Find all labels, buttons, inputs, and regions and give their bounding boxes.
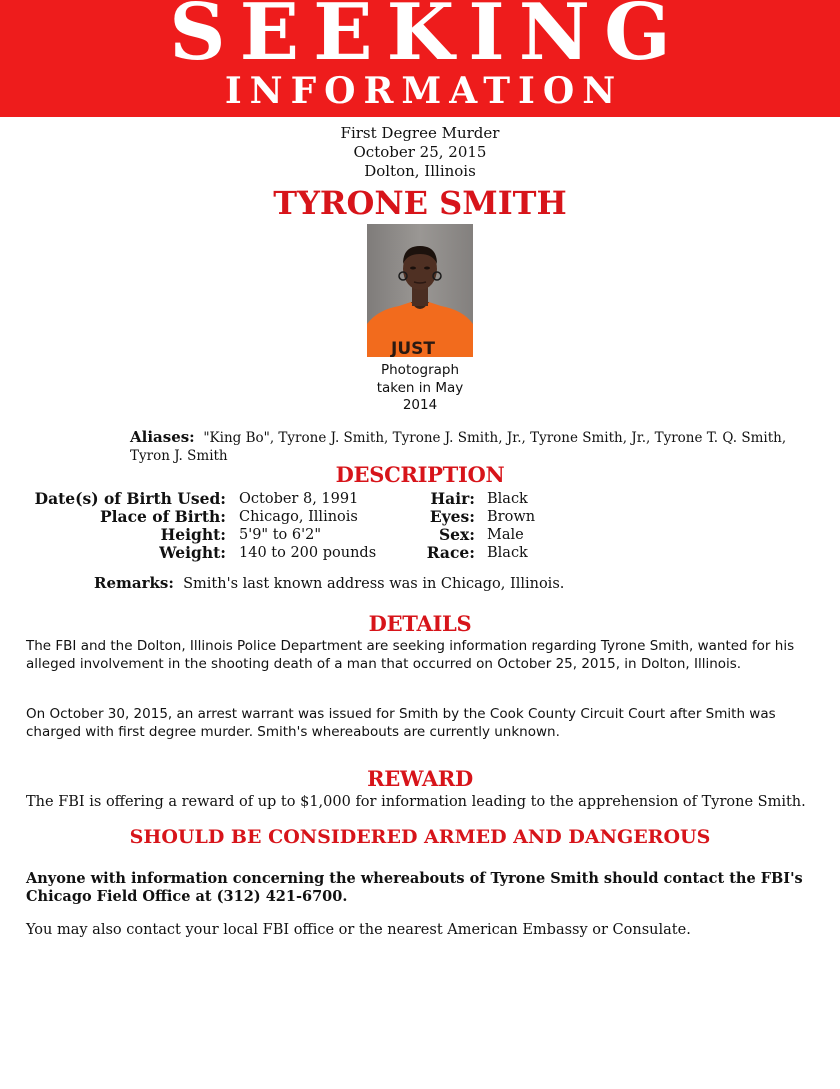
photo-caption-line: Photograph	[380, 362, 460, 378]
race-label: Race:	[426, 543, 475, 562]
sex-label: Sex:	[438, 525, 475, 544]
reward-heading: REWARD	[367, 766, 473, 791]
aliases-text: "King Bo", Tyrone J. Smith, Tyrone J. Smith, Jr., Tyrone Smith, Jr., Tyrone T. Q. Smith, Tyron J. Smith	[130, 430, 787, 464]
photo-caption-line: 2014	[402, 397, 438, 413]
aliases-block	[130, 428, 800, 465]
remarks-text: Smith's last known address was in Chicago, Illinois.	[183, 576, 565, 592]
subject-name: TYRONE SMITH	[273, 184, 567, 222]
crime-date: October 25, 2015	[353, 143, 487, 161]
dob-label: Date(s) of Birth Used:	[34, 489, 226, 508]
crime-location: Dolton, Illinois	[364, 162, 476, 180]
details-paragraph: The FBI and the Dolton, Illinois Police Department are seeking information regarding Tyrone Smith, wanted for his alleged involvement in the shooting death of a man that occurred on October 25, 2015, in Dolton, Illinois.	[26, 638, 795, 672]
weight-label: Weight:	[159, 543, 226, 562]
banner-title: SEEKING	[169, 0, 685, 78]
mugshot-image	[367, 224, 473, 357]
photo-caption	[360, 362, 480, 415]
seeking-information-banner	[0, 0, 840, 117]
banner-subtitle: INFORMATION	[224, 70, 624, 112]
hair-label: Hair:	[430, 489, 475, 508]
remarks-label: Remarks:	[94, 574, 174, 592]
sex-value: Male	[487, 527, 524, 543]
armed-dangerous-warning: SHOULD BE CONSIDERED ARMED AND DANGEROUS	[129, 826, 711, 848]
description-left-labels	[0, 490, 226, 562]
birthplace-value: Chicago, Illinois	[239, 509, 358, 525]
details-heading: DETAILS	[368, 611, 472, 636]
subject-photograph	[367, 224, 473, 357]
photo-caption-line: taken in May	[376, 379, 464, 396]
reward-text: The FBI is offering a reward of up to $1,000 for information leading to the apprehension of Tyrone Smith.	[26, 794, 806, 810]
contact-secondary: You may also contact your local FBI office or the nearest American Embassy or Consulate.	[26, 922, 691, 938]
race-value: Black	[487, 545, 528, 561]
description-heading: DESCRIPTION	[335, 462, 505, 487]
remarks-block	[94, 574, 814, 593]
hair-value: Black	[487, 491, 528, 507]
description-right-values	[487, 490, 607, 562]
svg-text:JUST: JUST	[391, 339, 435, 357]
height-value: 5'9" to 6'2"	[239, 527, 321, 543]
details-paragraph: On October 30, 2015, an arrest warrant was issued for Smith by the Cook County Circuit Court after Smith was charged with first degree murder. Smith's whereabouts are currently unknown.	[26, 706, 776, 740]
description-right-labels	[380, 490, 475, 562]
height-label: Height:	[160, 525, 226, 544]
eyes-label: Eyes:	[429, 507, 475, 526]
birthplace-label: Place of Birth:	[100, 507, 226, 526]
eyes-value: Brown	[487, 509, 536, 525]
crime-type: First Degree Murder	[340, 124, 500, 142]
aliases-label: Aliases:	[130, 428, 195, 446]
case-summary	[0, 124, 840, 181]
weight-value: 140 to 200 pounds	[239, 545, 377, 561]
contact-instructions: Anyone with information concerning the whereabouts of Tyrone Smith should contact the FBI's Chicago Field Office at (312) 421-6700.	[26, 870, 803, 905]
dob-value: October 8, 1991	[239, 491, 359, 507]
